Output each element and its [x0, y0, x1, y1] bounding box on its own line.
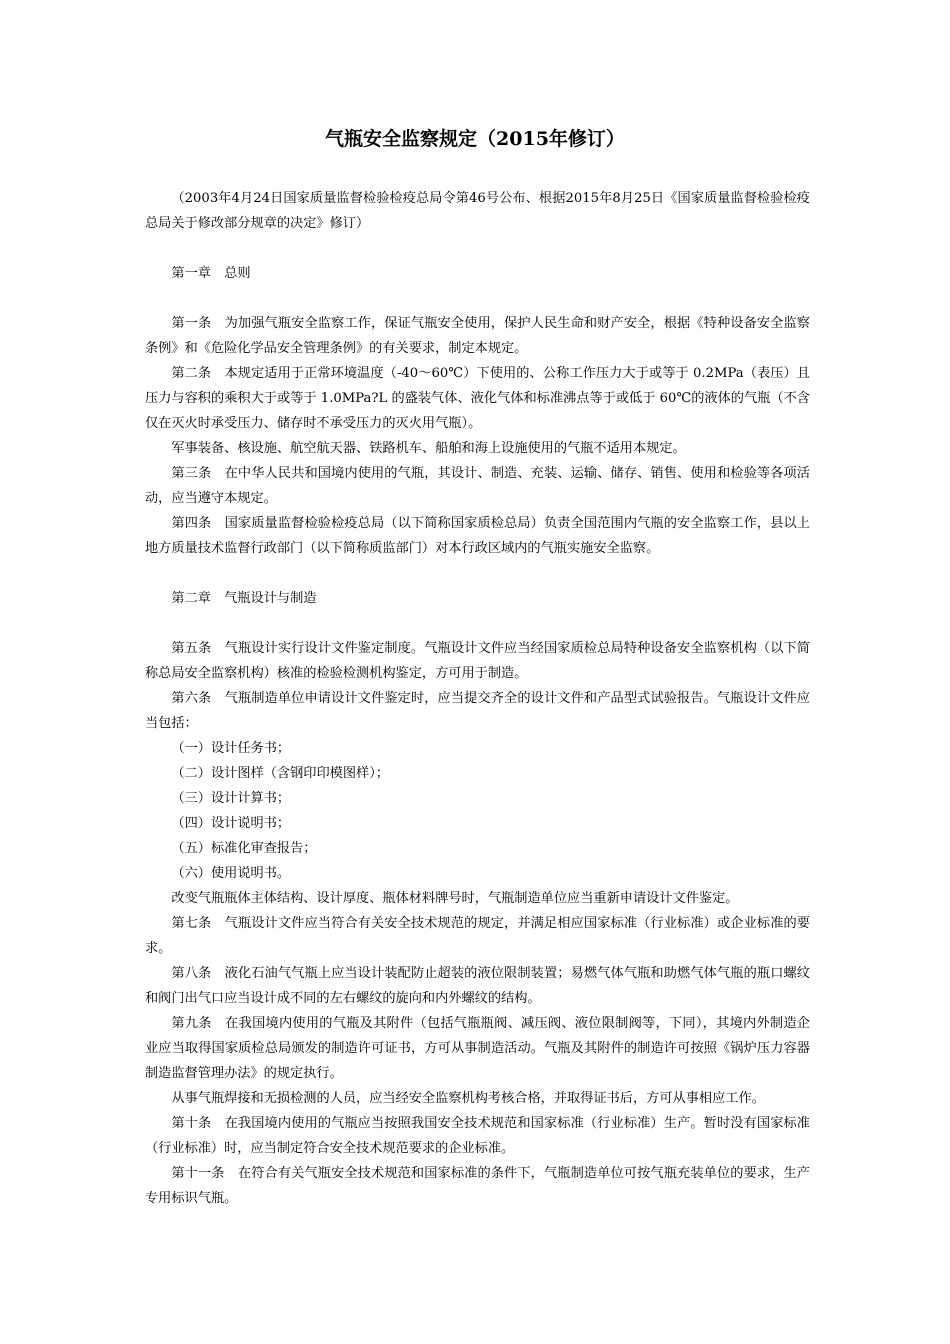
- article-2-exclusion: 军事装备、核设施、航空航天器、铁路机车、船舶和海上设施使用的气瓶不适用本规定。: [171, 441, 686, 456]
- article-6: 第六条 气瓶制造单位申请设计文件鉴定时，应当提交齐全的设计文件和产品型式试验报告。气瓶设计文件应当包括：: [145, 691, 810, 731]
- spacer: [145, 561, 810, 586]
- article-11: 第十一条 在符合有关气瓶安全技术规范和国家标准的条件下，气瓶制造单位可按气瓶充装单位的要求，生产专用标识气瓶。: [145, 1166, 810, 1206]
- spacer: [145, 236, 810, 261]
- article-7: 第七条 气瓶设计文件应当符合有关安全技术规范的规定，并满足相应国家标准（行业标准）或企业标准的要求。: [145, 916, 810, 956]
- list-item: （三）设计计算书；: [171, 791, 291, 806]
- chapter-heading-2: 第二章 气瓶设计与制造: [171, 591, 317, 606]
- list-item: （四）设计说明书；: [171, 816, 291, 831]
- article-9: 第九条 在我国境内使用的气瓶及其附件（包括气瓶瓶阀、减压阀、液位限制阀等，下同），其境内外制造企业应当取得国家质检总局颁发的制造许可证书，方可从事制造活动。气瓶及其附件的制造许可按照《锅炉压力容器制造监督管理办法》的规定执行。: [145, 1016, 810, 1081]
- list-item: （五）标准化审查报告；: [171, 841, 317, 856]
- preamble: （2003年4月24日国家质量监督检验检疫总局令第46号公布、根据2015年8月25日《国家质量监督检验检疫总局关于修改部分规章的决定》修订）: [145, 191, 810, 231]
- document-title: 气瓶安全监察规定（2015年修订）: [325, 128, 625, 150]
- spacer: [145, 286, 810, 311]
- chapter-heading-1: 第一章 总则: [171, 266, 251, 281]
- article-1: 第一条 为加强气瓶安全监察工作，保证气瓶安全使用，保护人民生命和财产安全，根据《特种设备安全监察条例》和《危险化学品安全管理条例》的有关要求，制定本规定。: [145, 316, 810, 356]
- article-2: 第二条 本规定适用于正常环境温度（-40～60℃）下使用的、公称工作压力大于或等于 0.2MPa（表压）且压力与容积的乘积大于或等于 1.0MPa?L 的盛装气体、液化气体和标准沸点等于或低于 60℃的液体的气瓶（不含仅在灭火时承受压力、储存时不承受压力的灭火用气瓶）。: [145, 366, 810, 431]
- article-9-personnel: 从事气瓶焊接和无损检测的人员，应当经安全监察机构考核合格，并取得证书后，方可从事相应工作。: [171, 1091, 765, 1106]
- article-5: 第五条 气瓶设计实行设计文件鉴定制度。气瓶设计文件应当经国家质检总局特种设备安全监察机构（以下简称总局安全监察机构）核准的检验检测机构鉴定，方可用于制造。: [145, 641, 810, 681]
- list-item: （六）使用说明书。: [171, 866, 291, 881]
- document-body: [145, 186, 810, 1211]
- article-8: 第八条 液化石油气气瓶上应当设计装配防止超装的液位限制装置；易燃气体气瓶和助燃气体气瓶的瓶口螺纹和阀门出气口应当设计成不同的左右螺纹的旋向和内外螺纹的结构。: [145, 966, 810, 1006]
- spacer: [145, 611, 810, 636]
- article-10: 第十条 在我国境内使用的气瓶应当按照我国安全技术规范和国家标准（行业标准）生产。暂时没有国家标准（行业标准）时，应当制定符合安全技术规范要求的企业标准。: [145, 1116, 810, 1156]
- article-4: 第四条 国家质量监督检验检疫总局（以下简称国家质检总局）负责全国范围内气瓶的安全监察工作，县以上地方质量技术监督行政部门（以下简称质监部门）对本行政区域内的气瓶实施安全监察。: [145, 516, 810, 556]
- article-3: 第三条 在中华人民共和国境内使用的气瓶，其设计、制造、充装、运输、储存、销售、使用和检验等各项活动，应当遵守本规定。: [145, 466, 810, 506]
- list-item: （二）设计图样（含钢印印模图样）；: [171, 766, 389, 781]
- list-item: （一）设计任务书；: [171, 741, 291, 756]
- article-6-change: 改变气瓶瓶体主体结构、设计厚度、瓶体材料牌号时，气瓶制造单位应当重新申请设计文件鉴定。: [171, 891, 739, 906]
